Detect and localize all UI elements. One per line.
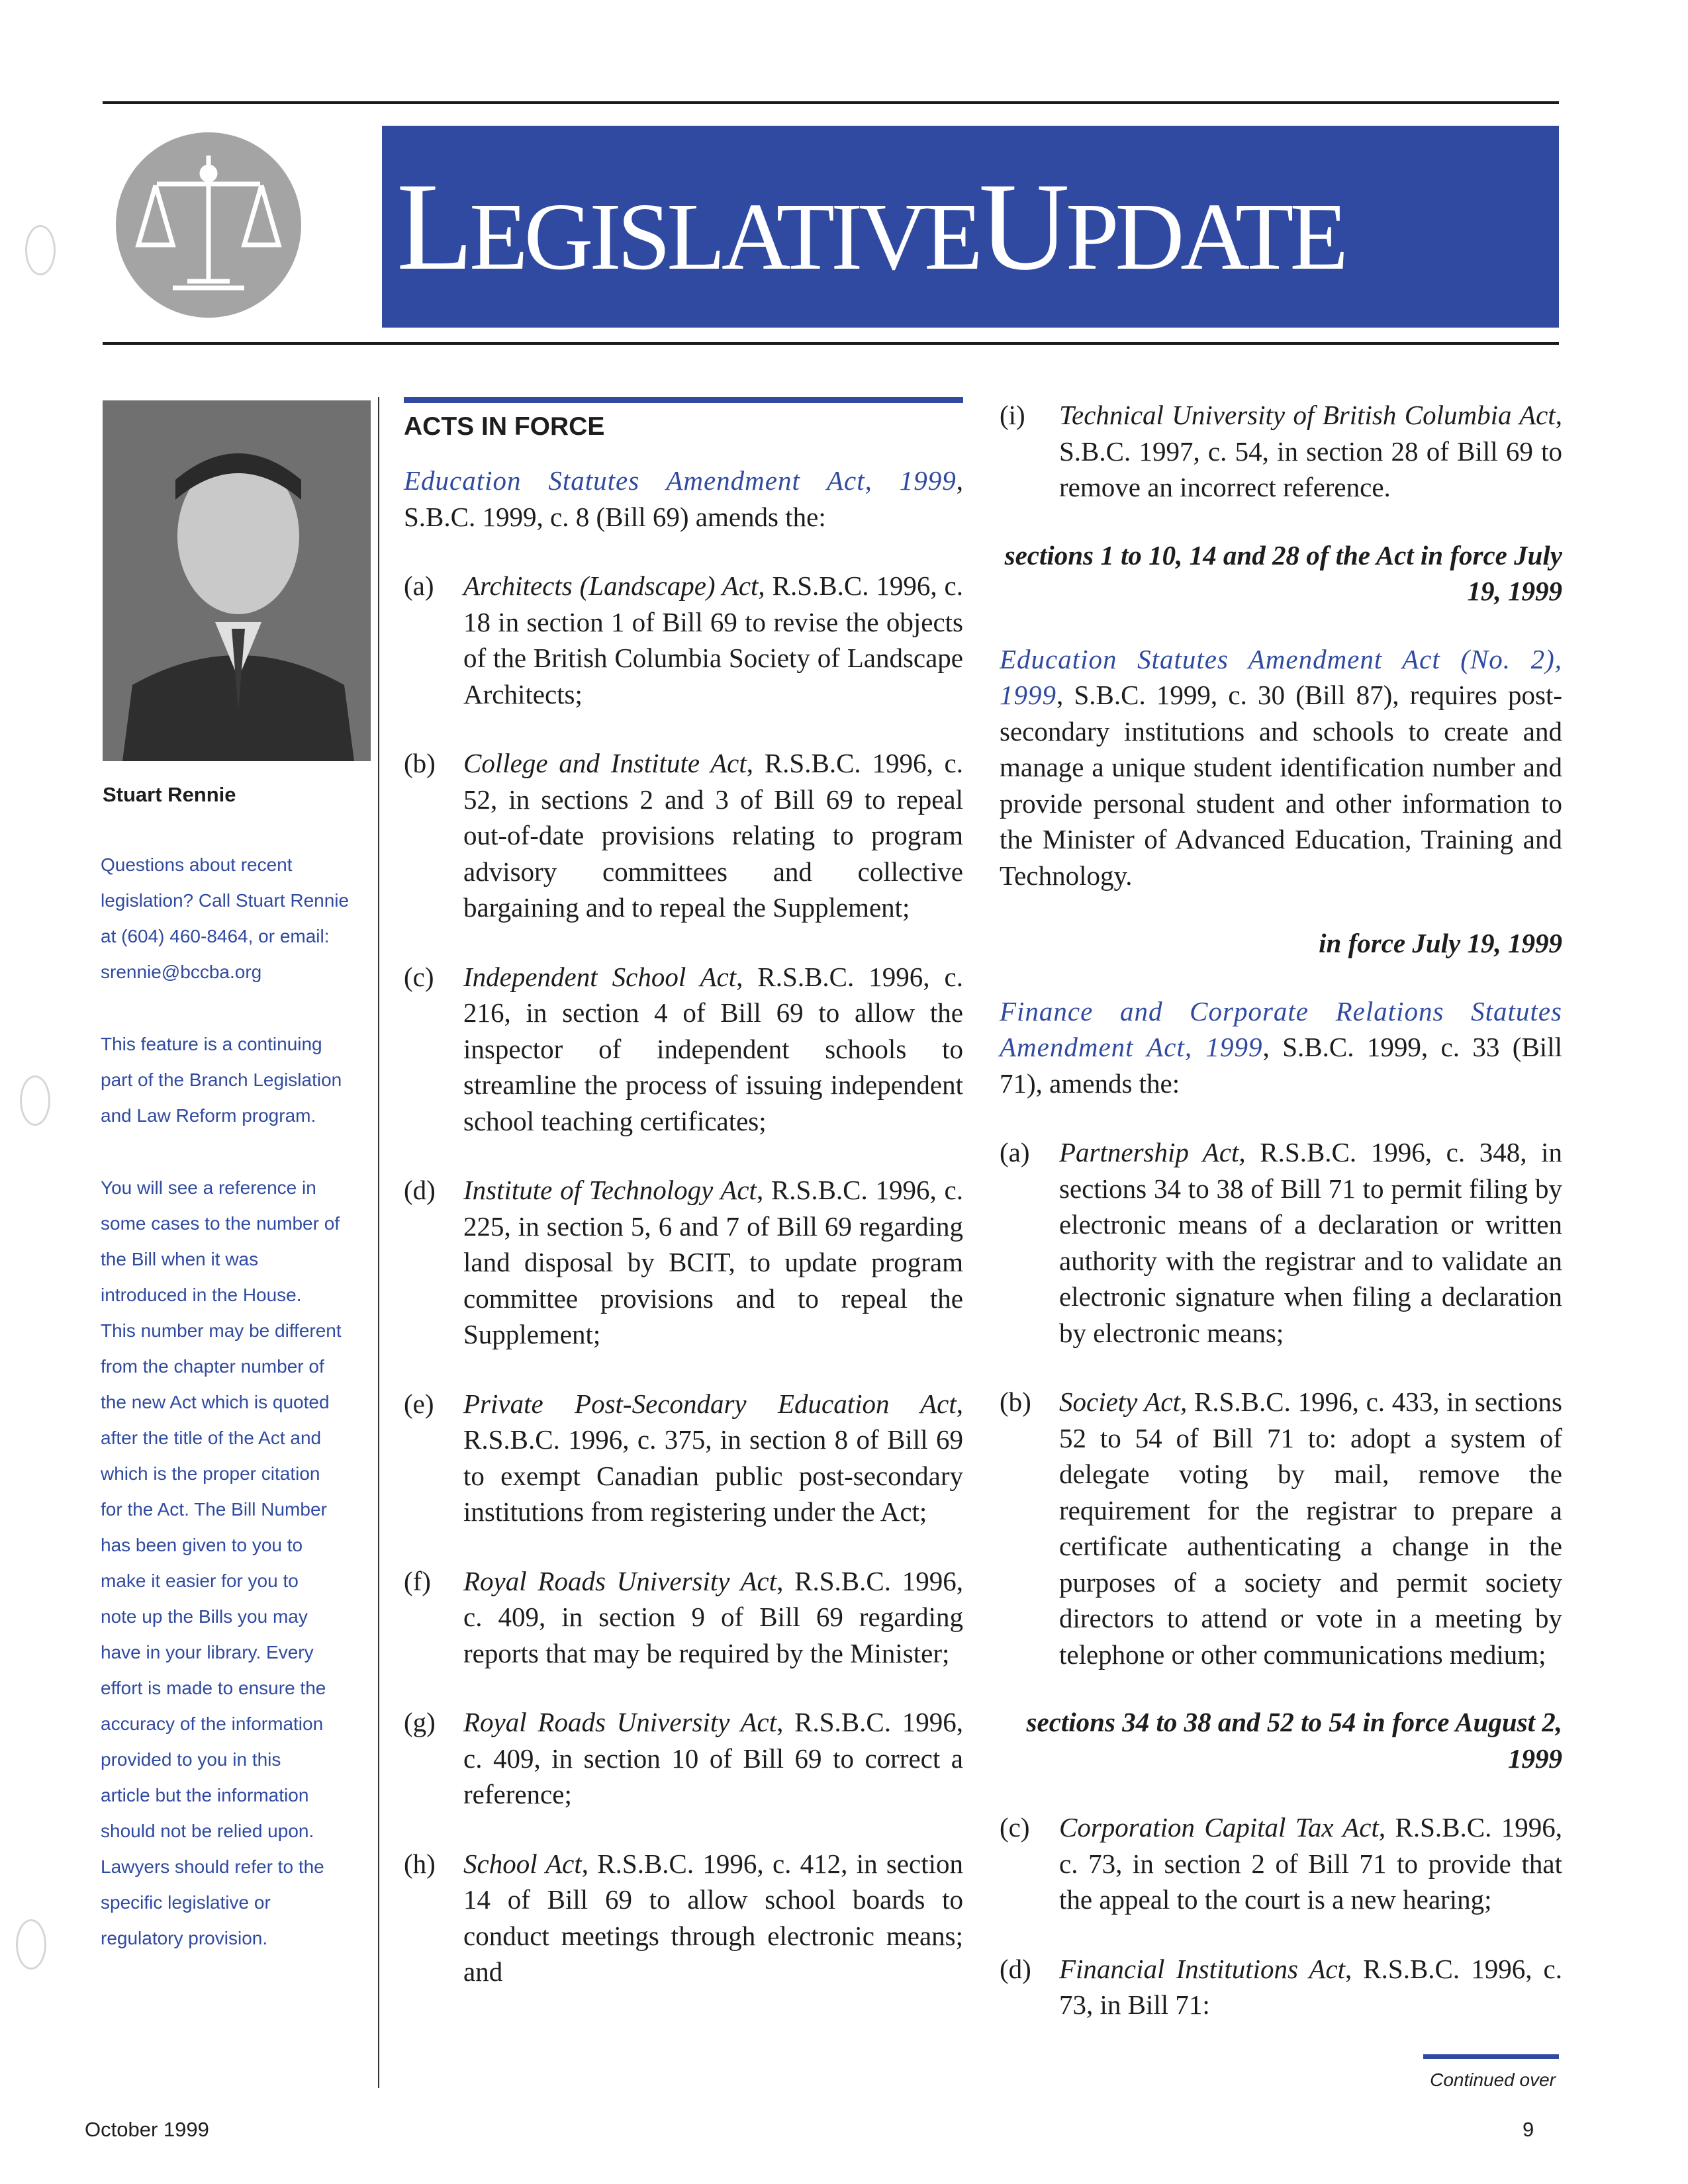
item-text bbox=[463, 1386, 963, 1530]
note-line: part of the Branch Legislation bbox=[101, 1069, 342, 1090]
note-line: Lawyers should refer to the bbox=[101, 1856, 324, 1877]
in-force-note: sections 34 to 38 and 52 to 54 in force August 2, 1999 bbox=[1026, 1707, 1562, 1774]
item-body: , R.S.B.C. 1996, c. 73, in Bill 71: bbox=[1059, 1953, 1562, 2020]
item-text bbox=[1059, 1809, 1562, 1918]
note-line: at (604) 460-8464, or email: bbox=[101, 926, 330, 946]
note-line: legislation? Call Stuart Rennie bbox=[101, 890, 350, 911]
item-label: (a) bbox=[404, 570, 434, 601]
amendment-item bbox=[404, 745, 963, 926]
scales-of-justice-logo bbox=[116, 132, 301, 318]
item-label: (e) bbox=[404, 1388, 434, 1419]
title-letter: L bbox=[397, 157, 470, 296]
note-line: You will see a reference in bbox=[101, 1177, 316, 1198]
amendment-item bbox=[1000, 1384, 1562, 1672]
in-force-note: in force July 19, 1999 bbox=[1319, 928, 1562, 958]
item-text bbox=[463, 568, 963, 712]
photo-caption: Stuart Rennie bbox=[103, 783, 236, 806]
item-label: (c) bbox=[404, 961, 434, 992]
note-line: note up the Bills you may bbox=[101, 1606, 308, 1627]
note-line: has been given to you to bbox=[101, 1535, 303, 1555]
act-intro: , S.B.C. 1999, c. 33 (Bill 71), amends the: bbox=[1000, 1032, 1562, 1099]
act-paragraph bbox=[1000, 993, 1562, 1102]
author-photo bbox=[103, 400, 371, 761]
amendment-item bbox=[404, 568, 963, 712]
item-act: Architects (Landscape) Act bbox=[463, 570, 759, 601]
item-text bbox=[1059, 1134, 1562, 1351]
act-paragraph bbox=[404, 463, 963, 535]
item-text bbox=[1059, 397, 1562, 506]
item-act: Corporation Capital Tax Act bbox=[1059, 1812, 1379, 1843]
binder-hole bbox=[25, 225, 56, 275]
item-act: Private Post-Secondary Education Act bbox=[463, 1388, 957, 1419]
note-line: which is the proper citation bbox=[101, 1463, 320, 1484]
masthead-top-rule bbox=[103, 101, 1559, 104]
title-word: PDATE bbox=[1065, 183, 1345, 290]
item-label: (g) bbox=[404, 1707, 436, 1737]
masthead-title bbox=[397, 155, 1344, 299]
item-body: , R.S.B.C. 1996, c. 216, in section 4 of Bill 69 to allow the inspector of independent schools to streamline the process of issuing independent school teaching certificates; bbox=[463, 961, 963, 1136]
column-divider bbox=[378, 397, 379, 2088]
continued-bar bbox=[1423, 2054, 1559, 2059]
item-act: Royal Roads University Act bbox=[463, 1707, 777, 1737]
item-act: School Act bbox=[463, 1848, 582, 1879]
issue-date: October 1999 bbox=[85, 2118, 209, 2141]
amendment-item bbox=[404, 1563, 963, 1672]
note-line: after the title of the Act and bbox=[101, 1428, 322, 1448]
item-body: , R.S.B.C. 1996, c. 52, in sections 2 and 3 of Bill 69 to repeal out-of-date provisions relating to program advisory committees and collective bargaining and to repeal the Supplement; bbox=[463, 748, 963, 923]
item-label: (b) bbox=[1000, 1387, 1031, 1417]
item-label: (f) bbox=[404, 1565, 431, 1596]
act-body: , S.B.C. 1999, c. 30 (Bill 87), requires post-secondary institutions and schools to create and manage a unique student identification number and provide personal student and other information to the Minister of Advanced Education, Training and Technology. bbox=[1000, 680, 1562, 891]
note-line: and Law Reform program. bbox=[101, 1105, 316, 1126]
amendment-list bbox=[1000, 1776, 1562, 2023]
note-line: the new Act which is quoted bbox=[101, 1392, 330, 1412]
item-body: , S.B.C. 1997, c. 54, in section 28 of Bill 69 to remove an incorrect reference. bbox=[1059, 400, 1562, 502]
amendment-item bbox=[404, 1846, 963, 1990]
note-line: the Bill when it was bbox=[101, 1249, 259, 1269]
binder-hole bbox=[20, 1075, 50, 1126]
item-label: (b) bbox=[404, 748, 436, 778]
note-line: accuracy of the information bbox=[101, 1713, 324, 1734]
item-text bbox=[463, 1172, 963, 1353]
item-body: , R.S.B.C. 1996, c. 409, in section 9 of Bill 69 regarding reports that may be required by the Minister; bbox=[463, 1565, 964, 1668]
item-label: (d) bbox=[404, 1175, 436, 1205]
item-act: Royal Roads University Act bbox=[463, 1565, 777, 1596]
item-text bbox=[463, 1563, 963, 1672]
amendment-item bbox=[404, 1172, 963, 1353]
binder-hole bbox=[16, 1919, 46, 1970]
note-line: effort is made to ensure the bbox=[101, 1678, 326, 1698]
item-body: , R.S.B.C. 1996, c. 18 in section 1 of Bill 69 to revise the objects of the British Columbia Society of Landscape Architects; bbox=[463, 570, 963, 709]
contact-note bbox=[101, 847, 372, 990]
note-line: have in your library. Every bbox=[101, 1642, 314, 1662]
item-act: Technical University of British Columbia Act bbox=[1059, 400, 1556, 430]
column-1 bbox=[404, 397, 963, 1990]
amendment-item bbox=[1000, 1809, 1562, 1918]
note-line: introduced in the House. bbox=[101, 1285, 302, 1305]
item-act: Financial Institutions Act bbox=[1059, 1953, 1345, 1984]
note-line: regulatory provision. bbox=[101, 1928, 268, 1948]
item-label: (h) bbox=[404, 1848, 436, 1879]
note-line: for the Act. The Bill Number bbox=[101, 1499, 327, 1520]
amendment-list bbox=[404, 535, 963, 1990]
amendment-item bbox=[404, 959, 963, 1140]
item-act: Independent School Act bbox=[463, 961, 737, 992]
item-text bbox=[463, 745, 963, 926]
portrait-icon bbox=[103, 400, 371, 761]
note-line: provided to you in this bbox=[101, 1749, 281, 1770]
page-number: 9 bbox=[1523, 2118, 1534, 2141]
item-text bbox=[1059, 1384, 1562, 1672]
section-title: ACTS IN FORCE bbox=[404, 412, 605, 441]
act-title: Finance and Corporate Relations Statutes Amendment Act, 1999 bbox=[1000, 995, 1562, 1062]
item-body: , R.S.B.C. 1996, c. 375, in section 8 of Bill 69 to exempt Canadian public post-secondary institutions from registering under the Act; bbox=[463, 1388, 963, 1527]
item-text bbox=[463, 959, 963, 1140]
note-line: should not be relied upon. bbox=[101, 1821, 314, 1841]
item-act: Society Act, bbox=[1059, 1387, 1188, 1417]
title-word: EGISLATIVE bbox=[469, 183, 979, 290]
act-title: Education Statutes Amendment Act (No. 2), 1999 bbox=[1000, 643, 1562, 710]
item-body: , R.S.B.C. 1996, c. 409, in section 10 of Bill 69 to correct a reference; bbox=[463, 1707, 964, 1809]
note-line: This feature is a continuing bbox=[101, 1034, 322, 1054]
masthead-bottom-rule bbox=[103, 342, 1559, 345]
amendment-item bbox=[404, 1386, 963, 1530]
item-body: , R.S.B.C. 1996, c. 225, in section 5, 6 and 7 of Bill 69 regarding land disposal by BCIT, to update program committee provisions and to repeal the Supplement; bbox=[463, 1175, 963, 1349]
amendment-item bbox=[1000, 1134, 1562, 1351]
act-paragraph bbox=[1000, 641, 1562, 894]
act-title: Education Statutes Amendment Act, 1999 bbox=[404, 465, 957, 496]
in-force-note: sections 1 to 10, 14 and 28 of the Act in force July 19, 1999 bbox=[1004, 539, 1562, 606]
note-line: some cases to the number of bbox=[101, 1213, 340, 1234]
item-text bbox=[1059, 1951, 1562, 2023]
item-act: College and Institute Act bbox=[463, 748, 747, 778]
amendment-item bbox=[1000, 397, 1562, 506]
note-line: srennie@bccba.org bbox=[101, 962, 262, 982]
amendment-item bbox=[1000, 1951, 1562, 2023]
note-line: This number may be different bbox=[101, 1320, 342, 1341]
item-label: (a) bbox=[1000, 1137, 1030, 1167]
item-body: , R.S.B.C. 1996, c. 73, in section 2 of Bill 71 to provide that the appeal to the court is a new hearing; bbox=[1059, 1812, 1562, 1915]
note-line: specific legislative or bbox=[101, 1892, 271, 1913]
continued-over: Continued over bbox=[1430, 2070, 1556, 2090]
note-line: article but the information bbox=[101, 1785, 309, 1805]
item-label: (d) bbox=[1000, 1953, 1031, 1984]
amendment-item bbox=[404, 1704, 963, 1813]
item-body: R.S.B.C. 1996, c. 348, in sections 34 to 38 of Bill 71 to permit filing by electronic means of a declaration or written authority with the registrar and to validate an electronic signature when filing a declaration by electronic means; bbox=[1059, 1137, 1562, 1348]
feature-note bbox=[101, 1026, 372, 1134]
note-line: from the chapter number of bbox=[101, 1356, 324, 1377]
note-line: Questions about recent bbox=[101, 854, 293, 875]
note-line: make it easier for you to bbox=[101, 1570, 299, 1591]
column-2 bbox=[1000, 397, 1562, 2023]
amendment-list bbox=[1000, 1101, 1562, 1672]
item-act: Partnership Act, bbox=[1059, 1137, 1246, 1167]
item-body: R.S.B.C. 1996, c. 433, in sections 52 to 54 of Bill 71 to: adopt a system of delegate voting by mail, remove the requirement for the registrar to prepare a certificate authenticating a change in the purposes of a society and permit society directors to attend or vote in a meeting by telephone or other communications medium; bbox=[1059, 1387, 1562, 1670]
item-text bbox=[463, 1704, 963, 1813]
section-bar bbox=[404, 397, 963, 403]
item-label: (i) bbox=[1000, 400, 1025, 430]
title-letter: U bbox=[978, 157, 1066, 296]
scales-icon bbox=[116, 132, 301, 318]
act-intro: , S.B.C. 1999, c. 8 (Bill 69) amends the: bbox=[404, 465, 963, 532]
disclaimer-note bbox=[101, 1170, 372, 1956]
item-text bbox=[463, 1846, 963, 1990]
item-act: Institute of Technology Act bbox=[463, 1175, 757, 1205]
item-body: , R.S.B.C. 1996, c. 412, in section 14 of Bill 69 to allow school boards to conduct meetings through electronic means; and bbox=[463, 1848, 963, 1987]
masthead-banner bbox=[382, 126, 1559, 328]
item-label: (c) bbox=[1000, 1812, 1030, 1843]
